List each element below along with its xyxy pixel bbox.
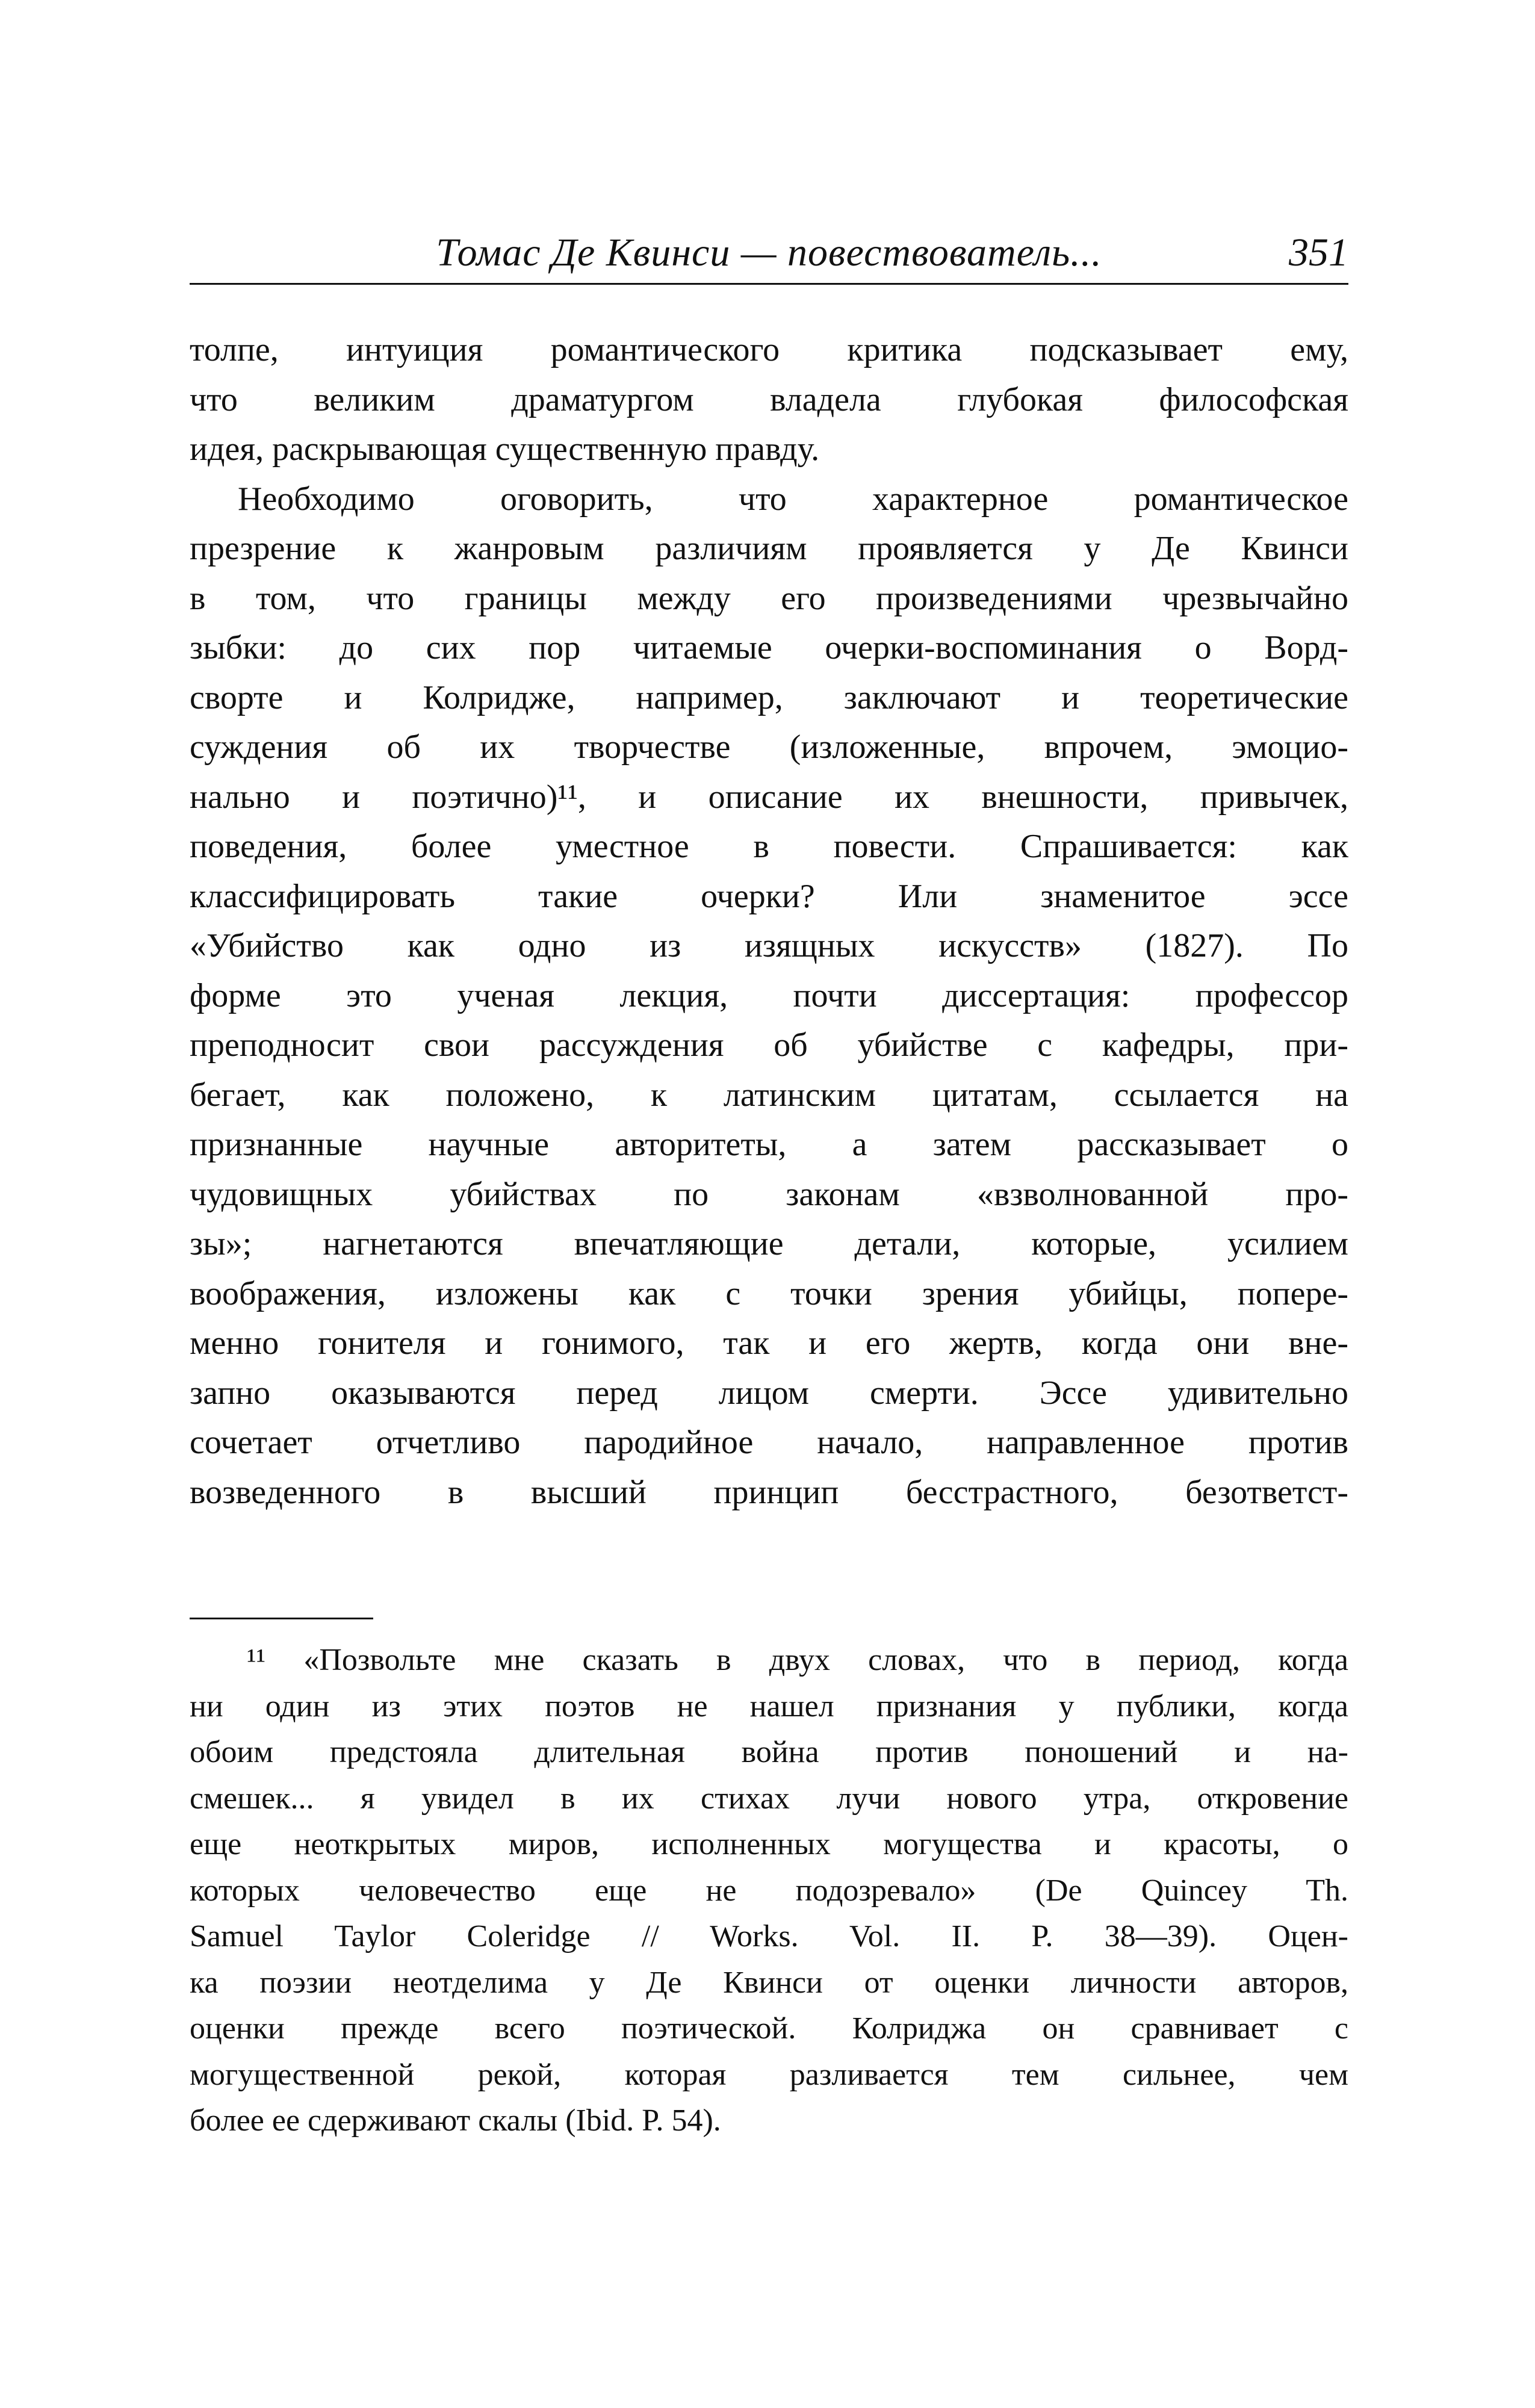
text-line: идея, раскрывающая существенную правду. bbox=[190, 430, 820, 468]
text-line: сочетает отчетливо пародийное начало, направленное против bbox=[190, 1424, 1348, 1461]
page-number: 351 bbox=[1289, 231, 1348, 275]
footnote-line: более ее сдерживают скалы (Ibid. P. 54). bbox=[190, 2103, 721, 2138]
page-header bbox=[190, 223, 1348, 283]
text-line: возведенного в высший принцип бесстрастного, безответст- bbox=[190, 1473, 1348, 1511]
text-line: толпе, интуиция романтического критика подсказывает ему, bbox=[190, 331, 1348, 368]
paragraph-first-line: Необходимо оговорить, что характерное романтическое bbox=[238, 480, 1348, 518]
text-line: презрение к жанровым различиям проявляется у Де Квинси bbox=[190, 530, 1348, 567]
text-line: сворте и Колридже, например, заключают и теоретические bbox=[190, 678, 1348, 716]
text-line: в том, что границы между его произведениями чрезвычайно bbox=[190, 579, 1348, 617]
text-line: нально и поэтично)¹¹, и описание их внешности, привычек, bbox=[190, 778, 1348, 816]
text-line: суждения об их творчестве (изложенные, впрочем, эмоцио- bbox=[190, 728, 1348, 766]
footnote-line: смешек... я увидел в их стихах лучи нового утра, откровение bbox=[190, 1781, 1348, 1816]
running-title: Томас Де Квинси — повествователь... bbox=[436, 231, 1102, 275]
footnote-line: Samuel Taylor Coleridge // Works. Vol. II. P. 38—39). Оцен- bbox=[190, 1919, 1348, 1953]
text-line: воображения, изложены как с точки зрения убийцы, попере- bbox=[190, 1274, 1348, 1312]
footnote-line: которых человечество еще не подозревало» (De Quincey Th. bbox=[190, 1873, 1348, 1908]
text-line: чудовищных убийствах по законам «взволнованной про- bbox=[190, 1175, 1348, 1213]
text-line: запно оказываются перед лицом смерти. Эссе удивительно bbox=[190, 1374, 1348, 1412]
text-line: поведения, более уместное в повести. Спрашивается: как bbox=[190, 828, 1348, 865]
footnote bbox=[190, 1637, 1348, 2144]
footnote-line: могущественной рекой, которая разливается тем сильнее, чем bbox=[190, 2057, 1348, 2092]
text-line: бегает, как положено, к латинским цитатам, ссылается на bbox=[190, 1076, 1348, 1114]
text-line: преподносит свои рассуждения об убийстве с кафедры, при- bbox=[190, 1026, 1348, 1064]
text-line: форме это ученая лекция, почти диссертация: профессор bbox=[190, 976, 1348, 1014]
footnote-line: ка поэзии неотделима у Де Квинси от оценки личности авторов, bbox=[190, 1965, 1348, 2000]
main-text bbox=[190, 325, 1348, 1517]
footnote-line: оценки прежде всего поэтической. Колриджа он сравнивает с bbox=[190, 2011, 1348, 2046]
footnote-line: еще неоткрытых миров, исполненных могущества и красоты, о bbox=[190, 1827, 1348, 1861]
footnote-first-line: ¹¹ «Позвольте мне сказать в двух словах, что в период, когда bbox=[247, 1643, 1348, 1677]
text-line: зы»; нагнетаются впечатляющие детали, которые, усилием bbox=[190, 1225, 1348, 1262]
text-line: менно гонителя и гонимого, так и его жертв, когда они вне- bbox=[190, 1324, 1348, 1362]
text-line: признанные научные авторитеты, а затем рассказывает о bbox=[190, 1126, 1348, 1163]
text-line: зыбки: до сих пор читаемые очерки-воспоминания о Ворд- bbox=[190, 629, 1348, 666]
text-line: «Убийство как одно из изящных искусств» (1827). По bbox=[190, 927, 1348, 964]
footnote-rule bbox=[190, 1618, 373, 1619]
footnote-line: обоим предстояла длительная война против поношений и на- bbox=[190, 1735, 1348, 1769]
text-line: что великим драматургом владела глубокая философская bbox=[190, 380, 1348, 418]
header-rule bbox=[190, 283, 1348, 285]
text-line: классифицировать такие очерки? Или знаменитое эссе bbox=[190, 877, 1348, 915]
footnote-line: ни один из этих поэтов не нашел признания у публики, когда bbox=[190, 1689, 1348, 1724]
